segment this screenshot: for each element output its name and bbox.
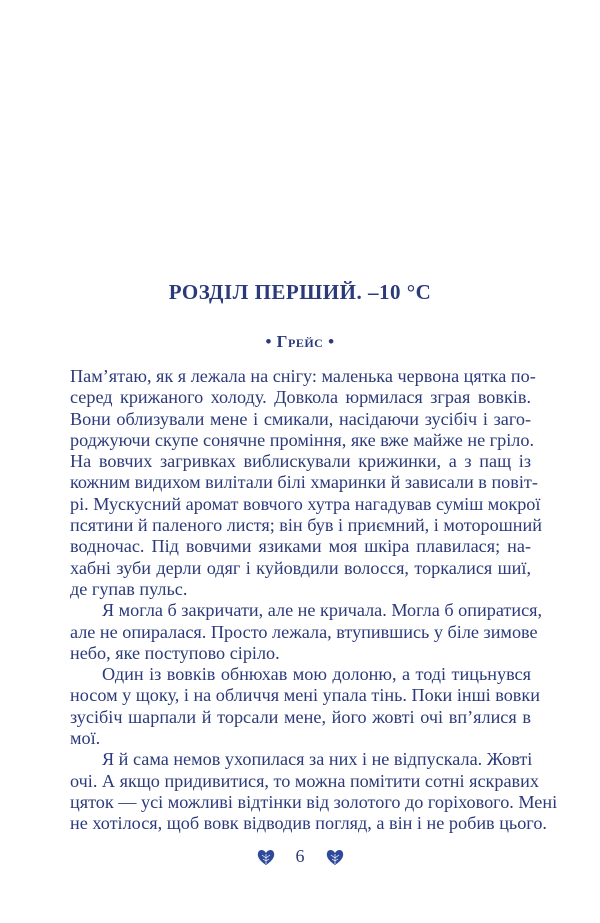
text-line: кожним видихом вилітали білі хмаринки й зависали в повіт- [70,472,538,493]
text-line: хабні зуби дерли одяг і куйовдили волосся, торкалися шиї, [70,557,531,578]
text-line: очі. А якщо придивитися, то можна помітити сотні яскравих [70,770,539,791]
body-text [70,366,558,835]
text-line: Я могла б закричати, але не кричала. Могла б опиратися, [102,600,543,621]
text-line: Пам’ятаю, як я лежала на снігу: маленька червона цятка по- [70,366,536,386]
text-line: рі. Мускусний аромат вовчого хутра нагадував суміш мокрої [70,493,541,514]
chapter-title: РОЗДІЛ ПЕРШИЙ. –10 °C [168,280,432,304]
leaf-ornament-icon [256,847,276,867]
text-line: мої. [70,728,101,749]
leaf-ornament-icon [325,847,345,867]
text-line: роджуючи скупе сонячне проміння, яке вже майже не гріло. [70,429,535,450]
page-footer [0,846,600,867]
text-line: На вовчих загривках виблискували крижинки, а з пащ із [70,451,531,472]
text-line: носом у щоку, і на обличчя мені упала тінь. Поки інші вовки [70,685,540,706]
text-line: Я й сама немов ухопилася за них і не відпускала. Жовті [102,749,533,770]
text-line: але не опиралася. Просто лежала, втупившись у біле зимове [70,621,538,642]
text-line: зусібіч шарпали й торсали мене, його жовті очі вп’ялися в [70,706,531,727]
text-line: де гупав пульс. [70,578,188,599]
text-line: цяток — усі можливі відтінки від золотого до горіхового. Мені [70,791,558,812]
text-line: Вони облизували мене і смикали, насідаючи зусібіч і заго- [70,408,531,429]
text-line: серед крижаного холоду. Довкола юрмилася зграя вовків. [70,387,531,408]
text-line: небо, яке поступово сіріло. [70,642,280,663]
narrator-heading: • Грейс • [265,332,335,351]
page-number: 6 [295,846,305,866]
text-line: Один із вовків обнюхав мою долоню, а тоді тицьнувся [102,664,531,685]
text-line: не хотілося, щоб вовк відводив погляд, а він і не робив цього. [70,813,547,834]
text-line: водночас. Під вовчими язиками моя шкіра плавилася; на- [70,536,531,557]
text-line: псятини й паленого листя; він був і приємний, і моторошний [70,515,542,536]
